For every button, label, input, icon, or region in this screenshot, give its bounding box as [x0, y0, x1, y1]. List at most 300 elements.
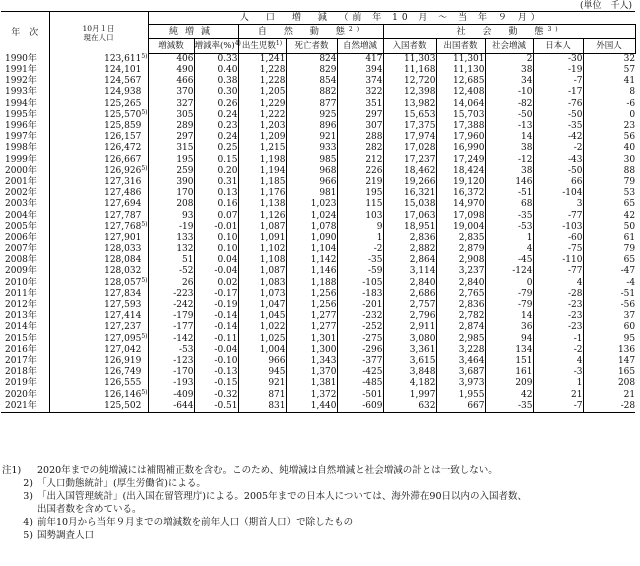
population-cell	[49, 210, 148, 221]
table-row	[1, 177, 635, 188]
immigrants-cell: 18,462	[383, 166, 436, 177]
emigrants-cell: 1,955	[436, 389, 485, 400]
net-change-cell: -644	[148, 401, 194, 413]
natural-change-cell: -2	[337, 244, 383, 255]
population-cell	[49, 244, 148, 255]
table-row	[1, 255, 635, 266]
immigrants-cell: 2,911	[383, 322, 436, 333]
foreigners-cell: 21	[583, 389, 635, 400]
births-label: 出生児数	[241, 41, 276, 51]
natural-change-cell: -183	[337, 289, 383, 300]
population-value: 127,593	[104, 300, 142, 311]
year-cell: 1997年	[5, 132, 37, 143]
natural-change-cell: -609	[337, 401, 383, 413]
japanese-cell: -75	[533, 244, 583, 255]
year-cell: 2021年	[1, 401, 49, 413]
population-value: 126,472	[104, 143, 142, 154]
social-header-label: 社 会 動 態	[456, 26, 548, 37]
foreigners-cell: 88	[583, 166, 635, 177]
table-row	[1, 132, 635, 143]
net-change-cell: 93	[148, 210, 194, 221]
population-cell	[49, 233, 148, 244]
net-rate-cell: -0.10	[194, 356, 238, 367]
emigrants-cell: 3,464	[436, 356, 485, 367]
japanese-cell: -7	[533, 401, 583, 413]
table-row	[1, 389, 635, 400]
japanese-cell: -28	[533, 289, 583, 300]
year-cell: 2009年	[5, 266, 37, 277]
year-cell: 2007年	[5, 244, 37, 255]
births-cell: 1,222	[238, 110, 286, 121]
net-rate-cell: -0.19	[194, 300, 238, 311]
emigrants-cell: 2,836	[436, 300, 485, 311]
social-change-cell: 42	[485, 389, 533, 400]
emigrants-cell: 3,687	[436, 367, 485, 378]
immigrants-header: 入国者数	[383, 39, 436, 54]
table-row	[1, 401, 635, 413]
deaths-cell: 1,256	[286, 300, 337, 311]
japanese-cell: -1	[533, 334, 583, 345]
emigrants-cell: 16,372	[436, 188, 485, 199]
immigrants-cell: 2,882	[383, 244, 436, 255]
deaths-cell: 925	[286, 110, 337, 121]
emigrants-cell: 19,120	[436, 177, 485, 188]
year-cell: 2005年	[5, 221, 37, 232]
net-rate-cell: -0.11	[194, 334, 238, 345]
net-rate-cell: 0.04	[194, 255, 238, 266]
births-cell: 1,087	[238, 222, 286, 233]
foreigners-cell: -28	[583, 401, 635, 413]
table-row	[1, 222, 635, 233]
net-rate-cell: -0.15	[194, 378, 238, 389]
deaths-cell: 1,372	[286, 389, 337, 400]
japanese-cell: -2	[533, 143, 583, 154]
note-text: 国勢調査人口	[37, 530, 95, 541]
japanese-cell: -30	[533, 54, 583, 66]
emigrants-cell: 17,388	[436, 121, 485, 132]
census-mark: 5)	[141, 52, 148, 60]
social-change-cell: 0	[485, 278, 533, 289]
deaths-cell: 981	[286, 188, 337, 199]
population-value: 126,926	[104, 165, 142, 176]
table-row	[1, 155, 635, 166]
net-change-cell: -52	[148, 266, 194, 277]
table-row	[1, 311, 635, 322]
population-cell	[49, 155, 148, 166]
table-row	[1, 356, 635, 367]
social-change-cell: 2	[485, 54, 533, 66]
japanese-cell: 3	[533, 199, 583, 210]
foreigners-cell: 147	[583, 356, 635, 367]
table-row	[1, 322, 635, 333]
deaths-cell: 1,381	[286, 378, 337, 389]
net-change-cell: 406	[148, 54, 194, 66]
population-value: 127,901	[104, 232, 142, 243]
emigrants-cell: 19,004	[436, 222, 485, 233]
foreigners-cell: 8	[583, 87, 635, 98]
net-change-cell: -242	[148, 300, 194, 311]
table-row	[1, 199, 635, 210]
immigrants-cell: 15,653	[383, 110, 436, 121]
social-change-cell: 134	[485, 345, 533, 356]
immigrants-cell: 17,375	[383, 121, 436, 132]
deaths-cell: 1,301	[286, 334, 337, 345]
population-cell	[49, 401, 148, 413]
net-rate-cell: -0.51	[194, 401, 238, 413]
social-change-cell: 68	[485, 199, 533, 210]
foreigners-cell: 95	[583, 334, 635, 345]
net-change-cell: 490	[148, 65, 194, 76]
population-value: 126,667	[104, 154, 142, 165]
note-key: 4)	[23, 517, 33, 528]
net-rate-cell: 0.24	[194, 132, 238, 143]
population-value: 126,146	[104, 389, 142, 400]
net-change-cell: 133	[148, 233, 194, 244]
emigrants-cell: 3,973	[436, 378, 485, 389]
year-cell: 2014年	[5, 322, 37, 333]
net-rate-cell: 0.38	[194, 76, 238, 87]
births-cell: 1,126	[238, 210, 286, 221]
natural-change-cell: 226	[337, 166, 383, 177]
note-line	[2, 464, 527, 477]
note-mark: 4)	[234, 40, 241, 47]
population-cell	[49, 143, 148, 154]
year-cell: 1998年	[5, 143, 37, 154]
net-change-cell: -177	[148, 322, 194, 333]
note-line	[2, 490, 527, 503]
social-change-cell: 161	[485, 367, 533, 378]
natural-change-cell: 417	[337, 54, 383, 66]
net-change-cell: -123	[148, 356, 194, 367]
net-change-cell: 297	[148, 132, 194, 143]
births-cell: 945	[238, 367, 286, 378]
japanese-cell: -17	[533, 87, 583, 98]
emigrants-cell: 15,703	[436, 110, 485, 121]
population-cell	[49, 334, 148, 345]
net-rate-cell: 0.40	[194, 65, 238, 76]
year-cell: 2016年	[5, 344, 37, 355]
foreigners-cell: -51	[583, 289, 635, 300]
natural-change-cell: 282	[337, 143, 383, 154]
deaths-cell: 824	[286, 54, 337, 66]
population-cell	[49, 289, 148, 300]
foreigners-cell: -47	[583, 266, 635, 277]
deaths-cell: 1,440	[286, 401, 337, 413]
social-change-cell: 38	[485, 143, 533, 154]
population-cell	[49, 367, 148, 378]
natural-change-cell: -485	[337, 378, 383, 389]
net-change-cell: -19	[148, 222, 194, 233]
japanese-cell: -23	[533, 322, 583, 333]
natural-change-cell: -501	[337, 389, 383, 400]
year-cell: 2010年	[5, 277, 37, 288]
foreigners-cell: 79	[583, 177, 635, 188]
japanese-cell: -76	[533, 99, 583, 110]
natural-change-cell: 394	[337, 65, 383, 76]
table-row	[1, 334, 635, 345]
foreigners-cell: 65	[583, 199, 635, 210]
population-cell	[49, 121, 148, 132]
deaths-cell: 1,300	[286, 345, 337, 356]
births-cell: 1,215	[238, 143, 286, 154]
population-value: 128,084	[104, 255, 142, 266]
table-row	[1, 110, 635, 121]
emigrants-cell: 2,879	[436, 244, 485, 255]
note-key: 2)	[23, 478, 33, 489]
net-change-cell: 466	[148, 76, 194, 87]
net-num-header: 増減数	[148, 39, 194, 54]
immigrants-cell: 12,720	[383, 76, 436, 87]
net-change-cell: -170	[148, 367, 194, 378]
immigrants-cell: 3,848	[383, 367, 436, 378]
census-mark: 5)	[141, 388, 148, 396]
immigrants-cell: 3,615	[383, 356, 436, 367]
natural-change-cell: 374	[337, 76, 383, 87]
year-cell: 2001年	[5, 176, 37, 187]
births-cell: 1,209	[238, 132, 286, 143]
foreigners-cell: 65	[583, 255, 635, 266]
births-cell: 1,073	[238, 289, 286, 300]
change-header: 人 口 増 減 （前 年 10 月 ～ 当 年 ９ 月）	[148, 12, 635, 25]
net-rate-cell: 0.24	[194, 110, 238, 121]
immigrants-cell: 11,303	[383, 54, 436, 66]
population-cell	[49, 389, 148, 400]
table-row	[1, 300, 635, 311]
social-change-cell: -51	[485, 188, 533, 199]
foreigners-cell: 50	[583, 222, 635, 233]
emigrants-cell: 14,970	[436, 199, 485, 210]
population-value: 127,768	[104, 221, 142, 232]
deaths-cell: 966	[286, 177, 337, 188]
population-cell	[49, 166, 148, 177]
natural-change-cell: -35	[337, 255, 383, 266]
unit-label: (単位 千人)	[579, 1, 632, 11]
births-cell: 1,228	[238, 65, 286, 76]
immigrants-cell: 2,836	[383, 233, 436, 244]
net-rate-header	[194, 39, 241, 54]
social-change-cell: 151	[485, 356, 533, 367]
year-cell: 1994年	[5, 98, 37, 109]
table-row	[1, 166, 635, 177]
emigrants-cell: 2,985	[436, 334, 485, 345]
population-value: 125,859	[104, 121, 142, 132]
population-cell	[49, 199, 148, 210]
births-cell: 1,203	[238, 121, 286, 132]
emigrants-cell: 2,835	[436, 233, 485, 244]
net-rate-cell: 0.26	[194, 99, 238, 110]
note-line	[2, 503, 527, 516]
social-change-cell: 34	[485, 76, 533, 87]
population-value: 126,555	[104, 378, 142, 389]
population-value: 127,316	[104, 176, 142, 187]
net-change-cell: 26	[148, 278, 194, 289]
japanese-cell: -23	[533, 300, 583, 311]
social-change-cell: -82	[485, 99, 533, 110]
social-change-cell: -12	[485, 155, 533, 166]
net-rate-cell: -0.04	[194, 345, 238, 356]
foreigners-cell: 32	[583, 54, 635, 66]
foreigners-cell: 57	[583, 65, 635, 76]
table-row	[1, 65, 635, 76]
year-cell: 2011年	[5, 288, 37, 299]
immigrants-cell: 2,757	[383, 300, 436, 311]
foreigners-cell: 136	[583, 345, 635, 356]
immigrants-cell: 12,398	[383, 87, 436, 98]
year-cell: 2006年	[5, 232, 37, 243]
net-change-cell: 195	[148, 155, 194, 166]
emigrants-cell: 11,301	[436, 54, 485, 66]
births-cell: 1,194	[238, 166, 286, 177]
note-mark: 1)	[275, 40, 283, 47]
note-text: 2020年までの純増減には補間補正数を含む。このため、純増減は自然増減と社会増減の計とは一致しない。	[37, 465, 498, 476]
year-cell: 2017年	[5, 355, 37, 366]
births-cell: 1,176	[238, 188, 286, 199]
emigrants-cell: 12,408	[436, 87, 485, 98]
net-rate-cell: -0.01	[194, 222, 238, 233]
year-cell: 2013年	[5, 311, 37, 322]
population-value: 128,032	[104, 266, 142, 277]
population-value: 127,237	[104, 322, 142, 333]
natural-change-cell: 212	[337, 155, 383, 166]
emigrants-cell: 2,874	[436, 322, 485, 333]
census-mark: 5)	[141, 332, 148, 340]
immigrants-cell: 4,182	[383, 378, 436, 389]
population-value: 125,265	[104, 98, 142, 109]
deaths-cell: 1,104	[286, 244, 337, 255]
emigrants-cell: 18,424	[436, 166, 485, 177]
net-rate-cell: -0.32	[194, 389, 238, 400]
population-cell	[49, 356, 148, 367]
year-cell: 1999年	[5, 154, 37, 165]
year-cell: 2019年	[5, 378, 37, 389]
foreigners-cell: 79	[583, 244, 635, 255]
social-change-cell: 1	[485, 233, 533, 244]
births-cell: 1,047	[238, 300, 286, 311]
social-change-cell: -53	[485, 222, 533, 233]
deaths-cell: 1,023	[286, 199, 337, 210]
population-cell	[49, 110, 148, 121]
social-change-cell: 94	[485, 334, 533, 345]
population-value: 124,938	[104, 87, 142, 98]
net-change-cell: 170	[148, 188, 194, 199]
japanese-cell: 4	[533, 278, 583, 289]
population-value: 127,042	[104, 344, 142, 355]
social-change-cell: -124	[485, 266, 533, 277]
table-row	[1, 76, 635, 87]
natural-change-cell: 322	[337, 87, 383, 98]
year-cell: 1996年	[5, 121, 37, 132]
deaths-cell: 1,146	[286, 266, 337, 277]
net-change-cell: -179	[148, 311, 194, 322]
social-change-cell: 209	[485, 378, 533, 389]
japanese-cell: -50	[533, 110, 583, 121]
year-cell: 2015年	[5, 333, 37, 344]
immigrants-cell: 3,361	[383, 345, 436, 356]
natural-change-cell: 195	[337, 188, 383, 199]
social-change-cell: 38	[485, 166, 533, 177]
net-rate-cell: -0.13	[194, 367, 238, 378]
net-change-cell: -409	[148, 389, 194, 400]
japanese-cell: 4	[533, 356, 583, 367]
social-change-cell: -13	[485, 121, 533, 132]
natural-change-cell: -296	[337, 345, 383, 356]
natural-change-cell: 351	[337, 99, 383, 110]
population-value: 124,567	[104, 76, 142, 87]
japanese-cell: -2	[533, 345, 583, 356]
population-cell	[49, 76, 148, 87]
immigrants-cell: 2,840	[383, 278, 436, 289]
japanese-cell: 21	[533, 389, 583, 400]
immigrants-cell: 15,038	[383, 199, 436, 210]
births-cell: 1,229	[238, 99, 286, 110]
year-cell: 2000年	[5, 165, 37, 176]
population-cell	[49, 378, 148, 389]
deaths-cell: 882	[286, 87, 337, 98]
year-cell: 1990年	[5, 53, 37, 64]
births-cell: 1,091	[238, 233, 286, 244]
emigrants-cell: 11,130	[436, 65, 485, 76]
natural-change-cell: 307	[337, 121, 383, 132]
emigrants-cell: 2,840	[436, 278, 485, 289]
note-text: 「出入国管理統計」(出入国在留管理庁)による。2005年までの日本人については、海外滞在90日以内の入国者数、	[37, 491, 527, 502]
births-cell: 1,025	[238, 334, 286, 345]
net-rate-cell: 0.10	[194, 244, 238, 255]
natural-change-cell: 115	[337, 199, 383, 210]
natural-change-cell: -201	[337, 300, 383, 311]
japanese-cell: -110	[533, 255, 583, 266]
deaths-cell: 1,277	[286, 322, 337, 333]
net-change-cell: 370	[148, 87, 194, 98]
immigrants-cell: 2,686	[383, 289, 436, 300]
table-row	[1, 278, 635, 289]
net-change-cell: 208	[148, 199, 194, 210]
deaths-cell: 933	[286, 143, 337, 154]
immigrants-cell: 19,266	[383, 177, 436, 188]
social-change-cell: 4	[485, 244, 533, 255]
births-cell: 1,138	[238, 199, 286, 210]
births-cell: 921	[238, 378, 286, 389]
foreigners-cell: 41	[583, 76, 635, 87]
japanese-cell: -77	[533, 266, 583, 277]
social-change-cell: -79	[485, 289, 533, 300]
net-rate-cell: 0.07	[194, 210, 238, 221]
social-change-cell: -10	[485, 87, 533, 98]
japanese-cell: -103	[533, 222, 583, 233]
net-rate-label: 増減率(%)	[194, 41, 235, 51]
natural-change-header: 自然増減	[337, 39, 383, 54]
population-value: 128,057	[104, 277, 142, 288]
emigrants-cell: 2,908	[436, 255, 485, 266]
natural-header	[238, 25, 383, 39]
net-change-cell: 327	[148, 99, 194, 110]
population-value: 127,787	[104, 210, 142, 221]
japanese-cell: -42	[533, 132, 583, 143]
emigrants-cell: 17,249	[436, 155, 485, 166]
natural-change-cell: 219	[337, 177, 383, 188]
net-change-cell: 259	[148, 166, 194, 177]
note-mark: 2)	[348, 25, 364, 33]
natural-change-cell: -377	[337, 356, 383, 367]
net-change-cell: 51	[148, 255, 194, 266]
table-row	[1, 367, 635, 378]
table-row	[1, 99, 635, 110]
foreigners-cell: 42	[583, 210, 635, 221]
table-row	[1, 378, 635, 389]
natural-change-cell: 9	[337, 222, 383, 233]
note-key: 5)	[23, 530, 33, 541]
population-cell	[49, 132, 148, 143]
foreigners-cell: 53	[583, 188, 635, 199]
